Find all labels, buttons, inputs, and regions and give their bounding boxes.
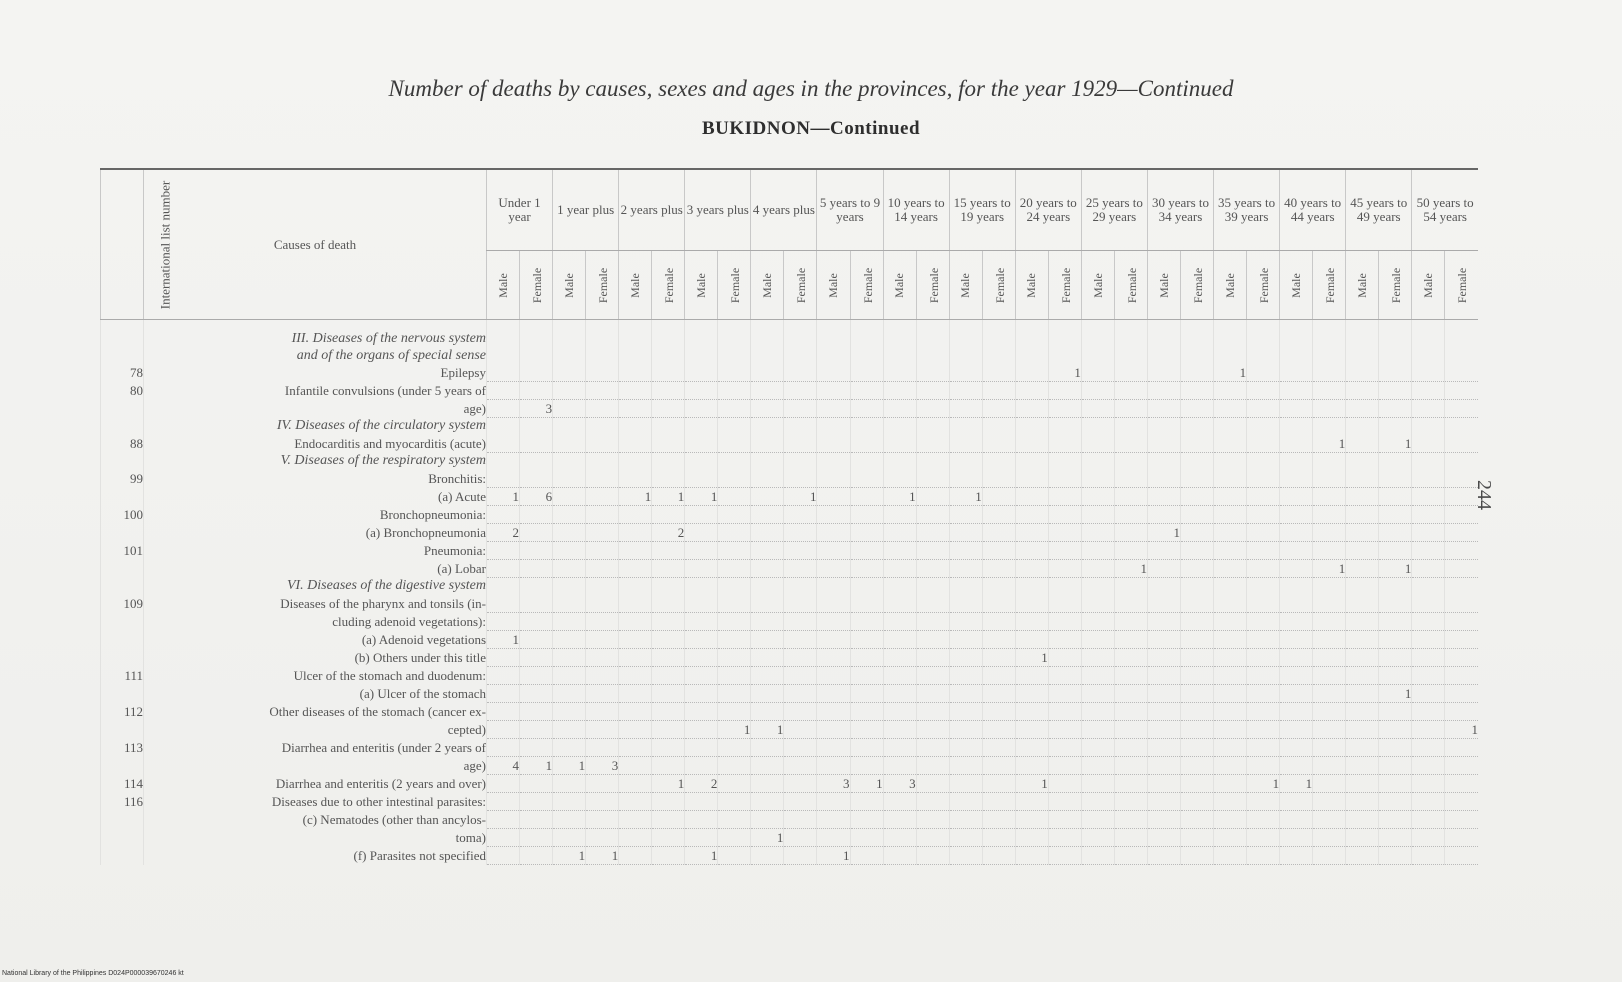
male-header: Male: [817, 251, 850, 320]
intl-list-number: 78: [101, 364, 144, 382]
death-count: 1: [1313, 560, 1346, 578]
intl-list-number: [101, 418, 144, 436]
death-count: 1: [685, 847, 718, 865]
age-group-header: 3 years plus: [685, 169, 751, 251]
cause-label: Diarrhea and enteritis (2 years and over): [144, 775, 487, 793]
female-header: Female: [1180, 251, 1213, 320]
intl-list-number: 111: [101, 667, 144, 685]
death-count: 1: [487, 488, 520, 506]
death-count: 2: [487, 524, 520, 542]
female-header: Female: [916, 251, 949, 320]
intl-list-number: [101, 829, 144, 847]
intl-list-number: [101, 488, 144, 506]
death-count: 1: [1015, 775, 1048, 793]
female-header: Female: [982, 251, 1015, 320]
intl-list-number: 88: [101, 435, 144, 453]
age-group-header: Under 1 year: [487, 169, 553, 251]
death-count: 1: [586, 847, 619, 865]
female-header: Female: [718, 251, 751, 320]
death-count: 1: [1445, 721, 1478, 739]
death-count: 4: [487, 757, 520, 775]
table-row: [101, 330, 1479, 347]
cause-label: (b) Others under this title: [144, 649, 487, 667]
death-count: 1: [751, 829, 784, 847]
death-count: 1: [1114, 560, 1147, 578]
cause-label: cluding adenoid vegetations):: [144, 613, 487, 631]
death-count: 1: [652, 488, 685, 506]
age-group-header: 50 years to 54 years: [1412, 169, 1478, 251]
male-header: Male: [751, 251, 784, 320]
section-heading: and of the organs of special sense: [144, 347, 487, 364]
male-header: Male: [1147, 251, 1180, 320]
table-row: [101, 721, 1479, 739]
death-count: 1: [883, 488, 916, 506]
cause-label: Bronchopneumonia:: [144, 506, 487, 524]
table-row: [101, 739, 1479, 757]
male-header: Male: [1081, 251, 1114, 320]
intl-list-number: [101, 347, 144, 364]
table-row: [101, 347, 1479, 364]
death-count: 1: [1048, 364, 1081, 382]
male-header: Male: [1346, 251, 1379, 320]
cause-label: (a) Ulcer of the stomach: [144, 685, 487, 703]
death-count: 1: [685, 488, 718, 506]
death-count: 3: [817, 775, 850, 793]
death-count: 1: [1379, 435, 1412, 453]
male-header: Male: [949, 251, 982, 320]
male-header: Male: [1412, 251, 1445, 320]
cause-label: (a) Adenoid vegetations: [144, 631, 487, 649]
table-row: [101, 453, 1479, 471]
intl-list-number: [101, 400, 144, 418]
death-count: 2: [685, 775, 718, 793]
table-row: [101, 524, 1479, 542]
intl-list-number: [101, 330, 144, 347]
death-count: 3: [586, 757, 619, 775]
table-row: [101, 667, 1479, 685]
death-count: 1: [619, 488, 652, 506]
death-count: 1: [751, 721, 784, 739]
male-header: Male: [1214, 251, 1247, 320]
death-count: 1: [487, 631, 520, 649]
death-count: 1: [1015, 649, 1048, 667]
table-row: [101, 595, 1479, 613]
intl-list-number: 109: [101, 595, 144, 613]
death-count: 1: [949, 488, 982, 506]
cause-label: Diseases due to other intestinal parasites:: [144, 793, 487, 811]
intl-list-number: 80: [101, 382, 144, 400]
cause-label: age): [144, 757, 487, 775]
age-group-header: 45 years to 49 years: [1346, 169, 1412, 251]
male-header: Male: [619, 251, 652, 320]
cause-label: Pneumonia:: [144, 542, 487, 560]
age-group-header: 15 years to 19 years: [949, 169, 1015, 251]
page-number: 244: [1473, 480, 1495, 510]
death-count: 1: [652, 775, 685, 793]
table-row: [101, 488, 1479, 506]
death-count: 1: [850, 775, 883, 793]
section-heading: III. Diseases of the nervous system: [144, 330, 487, 347]
age-group-header: 25 years to 29 years: [1081, 169, 1147, 251]
cause-label: Other diseases of the stomach (cancer ex-: [144, 703, 487, 721]
cause-label: Endocarditis and myocarditis (acute): [144, 435, 487, 453]
female-header: Female: [1114, 251, 1147, 320]
table-row: [101, 811, 1479, 829]
intl-list-number: [101, 524, 144, 542]
female-header: Female: [1313, 251, 1346, 320]
death-count: 1: [553, 757, 586, 775]
table-row: [101, 506, 1479, 524]
table-row: [101, 560, 1479, 578]
intl-list-number: [101, 721, 144, 739]
female-header: Female: [586, 251, 619, 320]
intl-list-number: 101: [101, 542, 144, 560]
death-count: 1: [1379, 560, 1412, 578]
female-header: Female: [652, 251, 685, 320]
intl-list-number: 116: [101, 793, 144, 811]
age-group-header: 40 years to 44 years: [1280, 169, 1346, 251]
age-group-header: 10 years to 14 years: [883, 169, 949, 251]
death-count: 1: [520, 757, 553, 775]
table-row: [101, 649, 1479, 667]
cause-label: Diarrhea and enteritis (under 2 years of: [144, 739, 487, 757]
table-row: [101, 435, 1479, 453]
intl-list-number: [101, 757, 144, 775]
cause-label: Ulcer of the stomach and duodenum:: [144, 667, 487, 685]
age-group-header: 30 years to 34 years: [1147, 169, 1213, 251]
male-header: Male: [487, 251, 520, 320]
female-header: Female: [850, 251, 883, 320]
table-row: [101, 847, 1479, 865]
table-row: [101, 364, 1479, 382]
table-row: [101, 703, 1479, 721]
intl-list-number: [101, 578, 144, 596]
male-header: Male: [1015, 251, 1048, 320]
death-count: 2: [652, 524, 685, 542]
male-header: Male: [1280, 251, 1313, 320]
cause-label: Epilepsy: [144, 364, 487, 382]
intl-list-number: 114: [101, 775, 144, 793]
cause-label: Diseases of the pharynx and tonsils (in-: [144, 595, 487, 613]
cause-label: (f) Parasites not specified: [144, 847, 487, 865]
death-count: 6: [520, 488, 553, 506]
table-row: [101, 757, 1479, 775]
female-header: Female: [1445, 251, 1478, 320]
cause-label: (c) Nematodes (other than ancylos-: [144, 811, 487, 829]
female-header: Female: [1247, 251, 1280, 320]
death-count: 1: [1379, 685, 1412, 703]
intl-list-number: 99: [101, 470, 144, 488]
intl-list-number: [101, 453, 144, 471]
cause-label: Bronchitis:: [144, 470, 487, 488]
age-group-header: 5 years to 9 years: [817, 169, 883, 251]
table-row: [101, 829, 1479, 847]
age-group-header: 1 year plus: [553, 169, 619, 251]
table-row: [101, 775, 1479, 793]
table-row: [101, 685, 1479, 703]
female-header: Female: [1048, 251, 1081, 320]
section-heading: V. Diseases of the respiratory system: [144, 453, 487, 471]
table-row: [101, 400, 1479, 418]
page-title: Number of deaths by causes, sexes and ages in the provinces, for the year 1929—Continued: [388, 76, 1234, 101]
table-row: [101, 418, 1479, 436]
death-count: 1: [1313, 435, 1346, 453]
female-header: Female: [520, 251, 553, 320]
death-count: 1: [817, 847, 850, 865]
death-count: 3: [520, 400, 553, 418]
causes-header: Causes of death: [144, 169, 487, 320]
intl-list-number: 100: [101, 506, 144, 524]
section-heading: VI. Diseases of the digestive system: [144, 578, 487, 596]
table-row: [101, 382, 1479, 400]
male-header: Male: [883, 251, 916, 320]
intl-list-number: 112: [101, 703, 144, 721]
male-header: Male: [685, 251, 718, 320]
deaths-table: [100, 168, 1478, 865]
death-count: 1: [1147, 524, 1180, 542]
table-row: [101, 542, 1479, 560]
cause-label: cepted): [144, 721, 487, 739]
female-header: Female: [1379, 251, 1412, 320]
age-group-header: 2 years plus: [619, 169, 685, 251]
footer-credit: National Library of the Philippines D024P000039670246 kt: [2, 970, 184, 977]
section-heading: IV. Diseases of the circulatory system: [144, 418, 487, 436]
table-row: [101, 793, 1479, 811]
female-header: Female: [784, 251, 817, 320]
intl-list-number: [101, 649, 144, 667]
intl-list-number: [101, 560, 144, 578]
intl-list-number: [101, 631, 144, 649]
cause-label: (a) Bronchopneumonia: [144, 524, 487, 542]
cause-label: toma): [144, 829, 487, 847]
death-count: 1: [784, 488, 817, 506]
cause-label: (a) Acute: [144, 488, 487, 506]
male-header: Male: [553, 251, 586, 320]
intl-list-number: [101, 847, 144, 865]
death-count: 3: [883, 775, 916, 793]
death-count: 1: [1280, 775, 1313, 793]
death-count: 1: [718, 721, 751, 739]
table-row: [101, 470, 1479, 488]
death-count: 1: [1214, 364, 1247, 382]
cause-label: age): [144, 400, 487, 418]
intl-list-number: [101, 811, 144, 829]
age-group-header: 35 years to 39 years: [1214, 169, 1280, 251]
death-count: 1: [1247, 775, 1280, 793]
cause-label: (a) Lobar: [144, 560, 487, 578]
table-row: [101, 613, 1479, 631]
table-row: [101, 578, 1479, 596]
intl-list-number: 113: [101, 739, 144, 757]
intl-list-number: [101, 685, 144, 703]
death-count: 1: [553, 847, 586, 865]
table-row: [101, 631, 1479, 649]
cause-label: Infantile convulsions (under 5 years of: [144, 382, 487, 400]
age-group-header: 4 years plus: [751, 169, 817, 251]
intl-list-number: [101, 613, 144, 631]
intl-list-header: International list number: [101, 169, 144, 320]
age-group-header: 20 years to 24 years: [1015, 169, 1081, 251]
page-subtitle: BUKIDNON—Continued: [701, 118, 921, 139]
